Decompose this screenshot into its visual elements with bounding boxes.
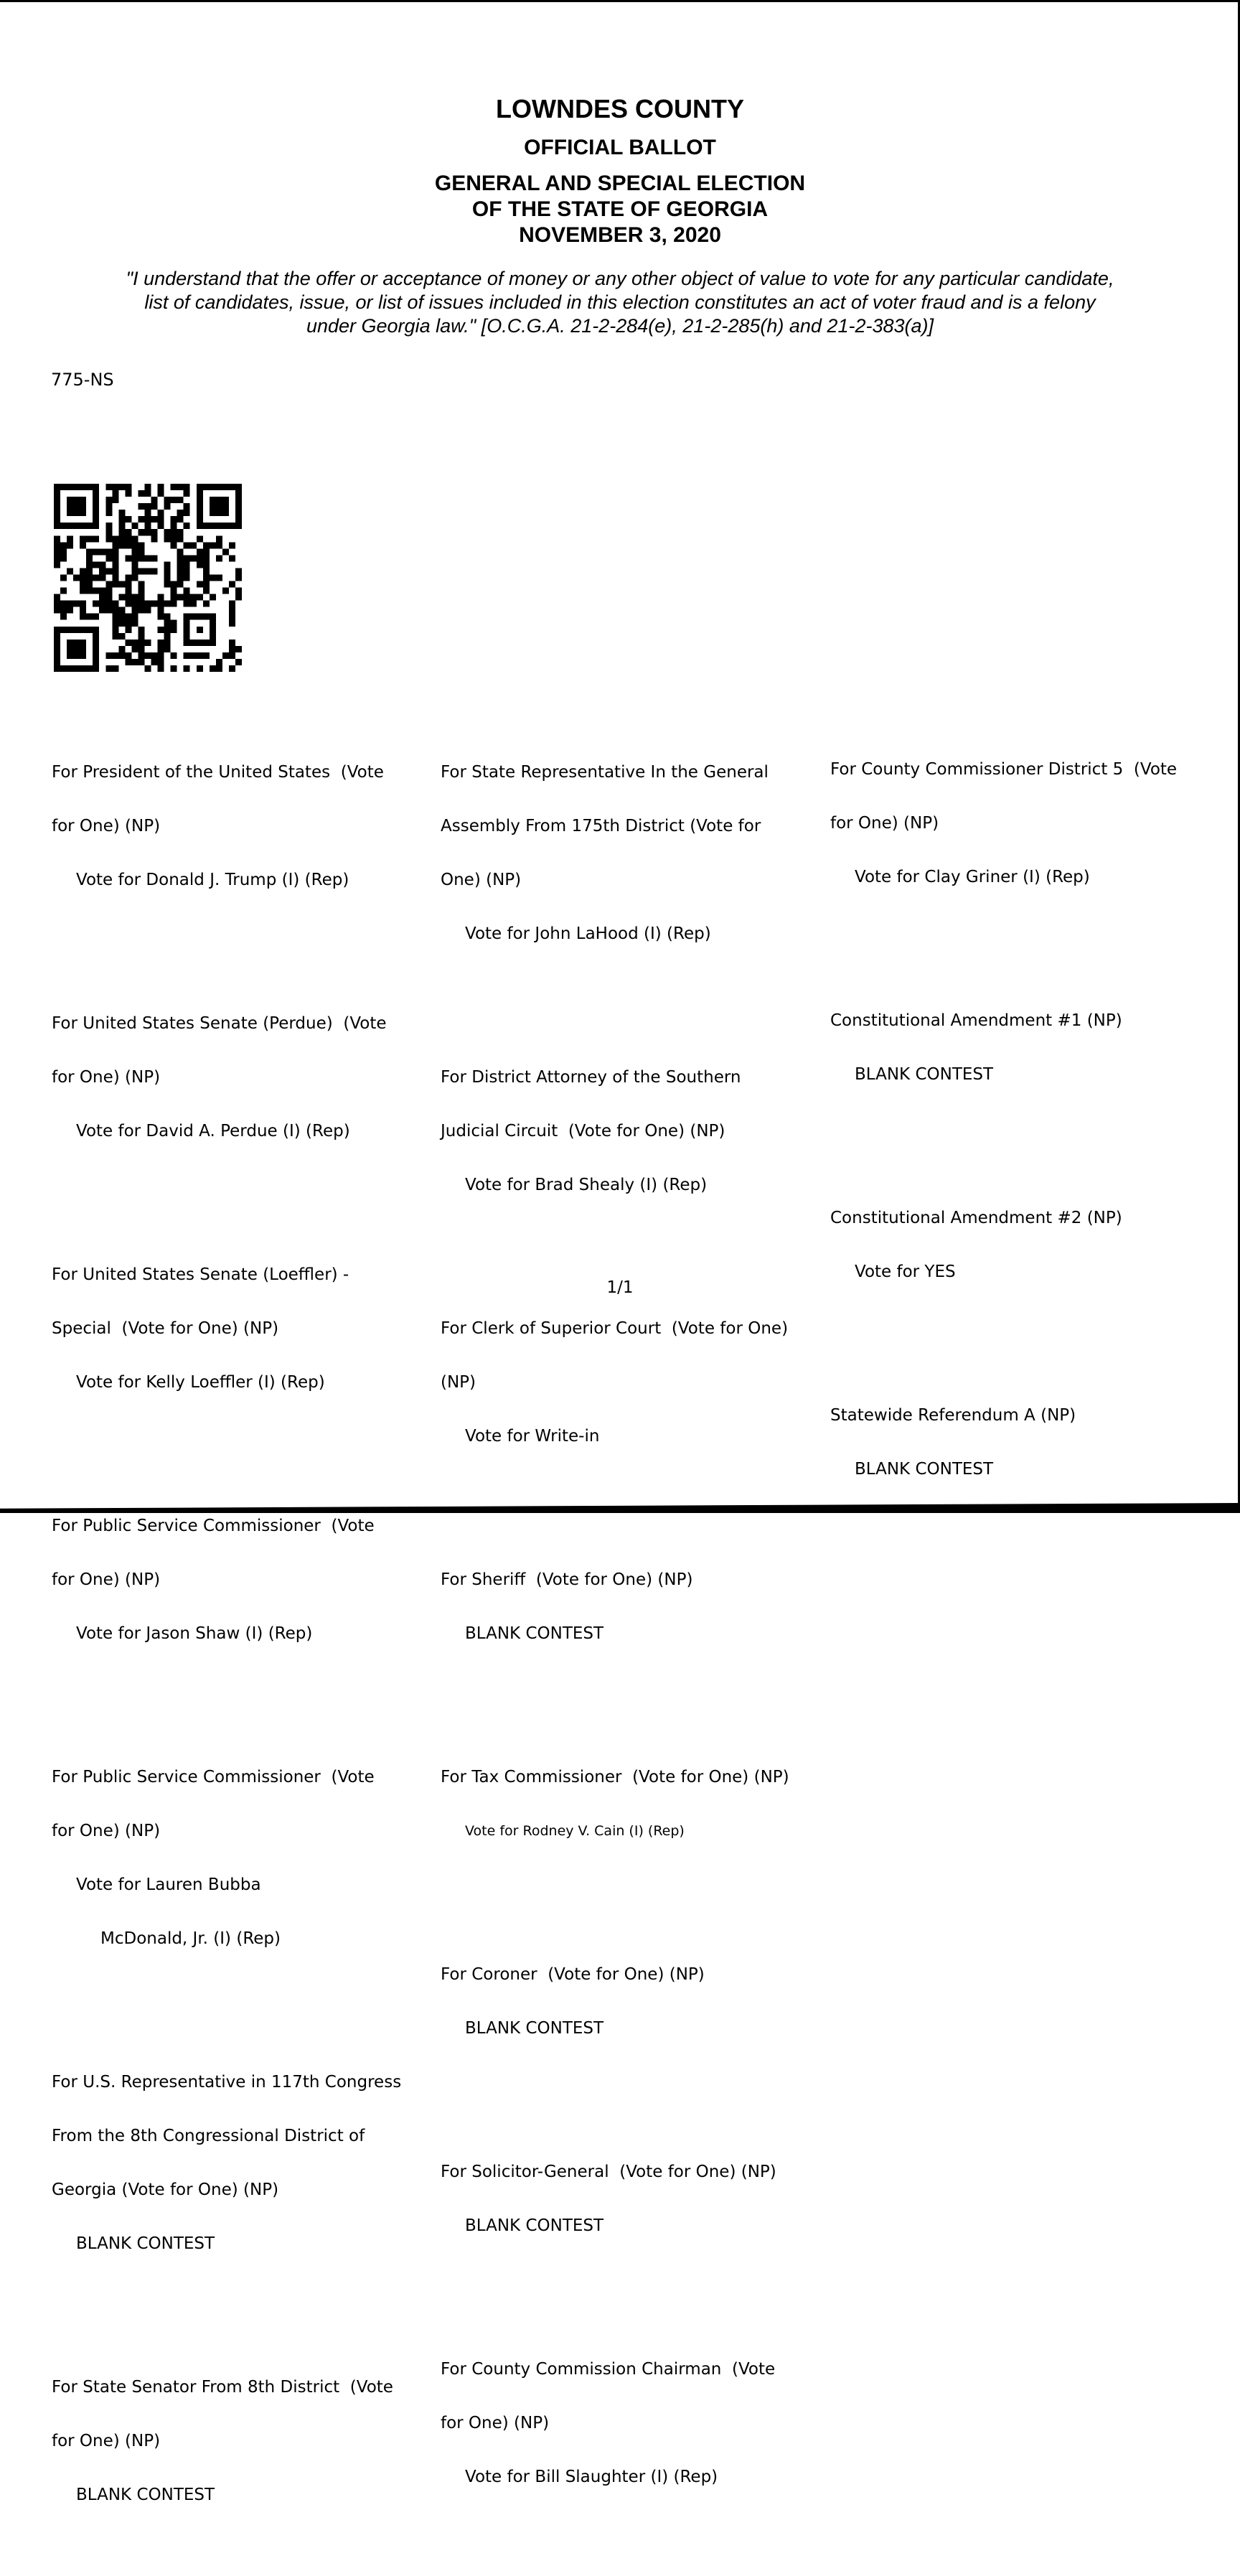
contest-title: for One) (NP)	[52, 1068, 161, 1087]
vote-selection: BLANK CONTEST	[855, 1065, 994, 1084]
contest-tax-commissioner	[441, 1733, 821, 1876]
vote-selection: Vote for Bill Slaughter (I) (Rep)	[465, 2468, 718, 2486]
vote-selection: Vote for Rodney V. Cain (I) (Rep)	[465, 1823, 685, 1839]
vote-selection: Vote for Jason Shaw (I) (Rep)	[76, 1624, 313, 1643]
contest-title: Assembly From 175th District (Vote for	[441, 817, 761, 835]
contest-title: For County Commissioner District 5 (Vote	[830, 760, 1178, 779]
contest-county-commissioner-5	[830, 725, 1232, 922]
contest-title: For Tax Commissioner (Vote for One) (NP)	[441, 1768, 789, 1786]
ballot-header	[0, 93, 1240, 248]
contest-clerk-superior-court	[441, 1284, 821, 1481]
vote-selection: Vote for Clay Griner (I) (Rep)	[855, 868, 1090, 886]
contest-sheriff	[441, 1535, 821, 1679]
contest-title: Special (Vote for One) (NP)	[52, 1319, 279, 1338]
vote-selection: BLANK CONTEST	[855, 1460, 994, 1479]
contest-column-3	[830, 689, 1232, 1550]
contest-title: for One) (NP)	[830, 814, 939, 833]
contest-title: For Solicitor-General (Vote for One) (NP)	[441, 2163, 776, 2181]
vote-selection: Vote for Brad Shealy (I) (Rep)	[465, 1176, 708, 1194]
contest-title: Constitutional Amendment #2 (NP)	[830, 1209, 1122, 1227]
contest-title: (NP)	[441, 1373, 476, 1392]
contest-coroner	[441, 1930, 821, 2074]
vote-selection: BLANK CONTEST	[465, 2216, 604, 2235]
contest-title: for One) (NP)	[52, 1822, 161, 1840]
county-title: LOWNDES COUNTY	[496, 94, 744, 123]
contest-title: For State Representative In the General	[441, 763, 769, 782]
contest-title: For Sheriff (Vote for One) (NP)	[441, 1570, 693, 1589]
contest-title: For U.S. Representative in 117th Congress	[52, 2073, 402, 2092]
notice-line: list of candidates, issue, or list of issues included in this election constitutes an act of voter fraud and is a felony	[144, 291, 1096, 313]
vote-selection: BLANK CONTEST	[76, 2486, 215, 2504]
contest-title: For President of the United States (Vote	[52, 763, 384, 782]
contest-state-representative	[441, 728, 821, 979]
contest-psc-2	[52, 1733, 432, 1984]
qr-code-icon	[49, 484, 247, 672]
contest-title: Judicial Circuit (Vote for One) (NP)	[441, 1122, 725, 1141]
contest-title: for One) (NP)	[52, 1570, 161, 1589]
contest-us-senate-perdue	[52, 979, 432, 1176]
voter-fraud-notice	[43, 267, 1197, 338]
vote-selection: Vote for YES	[855, 1263, 956, 1281]
election-title-line2: OF THE STATE OF GEORGIA	[471, 197, 769, 221]
election-date: NOVEMBER 3, 2020	[519, 223, 721, 247]
contest-title: For United States Senate (Loeffler) -	[52, 1265, 349, 1284]
page-number: 1/1	[606, 1278, 634, 1297]
contest-amendment-1	[830, 976, 1232, 1120]
contest-us-senate-loeffler	[52, 1230, 432, 1428]
contest-title: For Coroner (Vote for One) (NP)	[441, 1965, 705, 1984]
contest-title: Constitutional Amendment #1 (NP)	[830, 1011, 1122, 1030]
contest-column-1	[52, 692, 432, 2576]
contest-district-attorney	[441, 1033, 821, 1230]
notice-line: under Georgia law." [O.C.G.A. 21-2-284(e), 21-2-285(h) and 21-2-383(a)]	[306, 315, 934, 337]
contest-title: One) (NP)	[441, 871, 522, 889]
contest-state-senator	[52, 2343, 432, 2540]
vote-selection: Vote for John LaHood (I) (Rep)	[465, 924, 711, 943]
notice-line: "I understand that the offer or acceptance of money or any other object of value to vote for any particular candidate,	[126, 268, 1114, 289]
vote-selection: Vote for David A. Perdue (I) (Rep)	[76, 1122, 350, 1141]
contest-title: For Public Service Commissioner (Vote	[52, 1517, 375, 1535]
election-title-line1: GENERAL AND SPECIAL ELECTION	[434, 172, 806, 195]
vote-selection: Vote for Write-in	[465, 1427, 600, 1446]
vote-selection: Vote for Kelly Loeffler (I) (Rep)	[76, 1373, 325, 1392]
vote-selection: BLANK CONTEST	[76, 2234, 215, 2253]
scan-edge-top	[0, 0, 1240, 2]
vote-selection: BLANK CONTEST	[465, 1624, 604, 1643]
ballot-style-code: 775-NS	[51, 370, 114, 390]
contest-title: For Public Service Commissioner (Vote	[52, 1768, 375, 1786]
vote-selection: McDonald, Jr. (I) (Rep)	[100, 1929, 281, 1948]
ballot-type: OFFICIAL BALLOT	[524, 136, 716, 159]
contest-title: for One) (NP)	[52, 2432, 161, 2450]
vote-selection: BLANK CONTEST	[465, 2019, 604, 2038]
contest-title: From the 8th Congressional District of	[52, 2127, 365, 2145]
contest-title: For Clerk of Superior Court (Vote for One)	[441, 1319, 789, 1338]
contest-title: Statewide Referendum A (NP)	[830, 1406, 1076, 1425]
contest-referendum-a	[830, 1371, 1232, 1514]
contest-psc-1	[52, 1481, 432, 1679]
contest-president	[52, 728, 432, 925]
contest-title: for One) (NP)	[52, 817, 161, 835]
contest-title: For State Senator From 8th District (Vote	[52, 2378, 393, 2397]
contest-title: Georgia (Vote for One) (NP)	[52, 2181, 279, 2199]
contest-us-representative	[52, 2038, 432, 2289]
contest-title: For United States Senate (Perdue) (Vote	[52, 1014, 387, 1033]
contest-title: For County Commission Chairman (Vote	[441, 2360, 776, 2379]
contest-solicitor-general	[441, 2127, 821, 2271]
contest-commission-chairman	[441, 2325, 821, 2522]
vote-selection: Vote for Lauren Bubba	[76, 1875, 261, 1894]
contest-title: for One) (NP)	[441, 2414, 550, 2432]
vote-selection: Vote for Donald J. Trump (I) (Rep)	[76, 871, 349, 889]
contest-title: For District Attorney of the Southern	[441, 1068, 741, 1087]
contest-column-2	[441, 692, 821, 2558]
